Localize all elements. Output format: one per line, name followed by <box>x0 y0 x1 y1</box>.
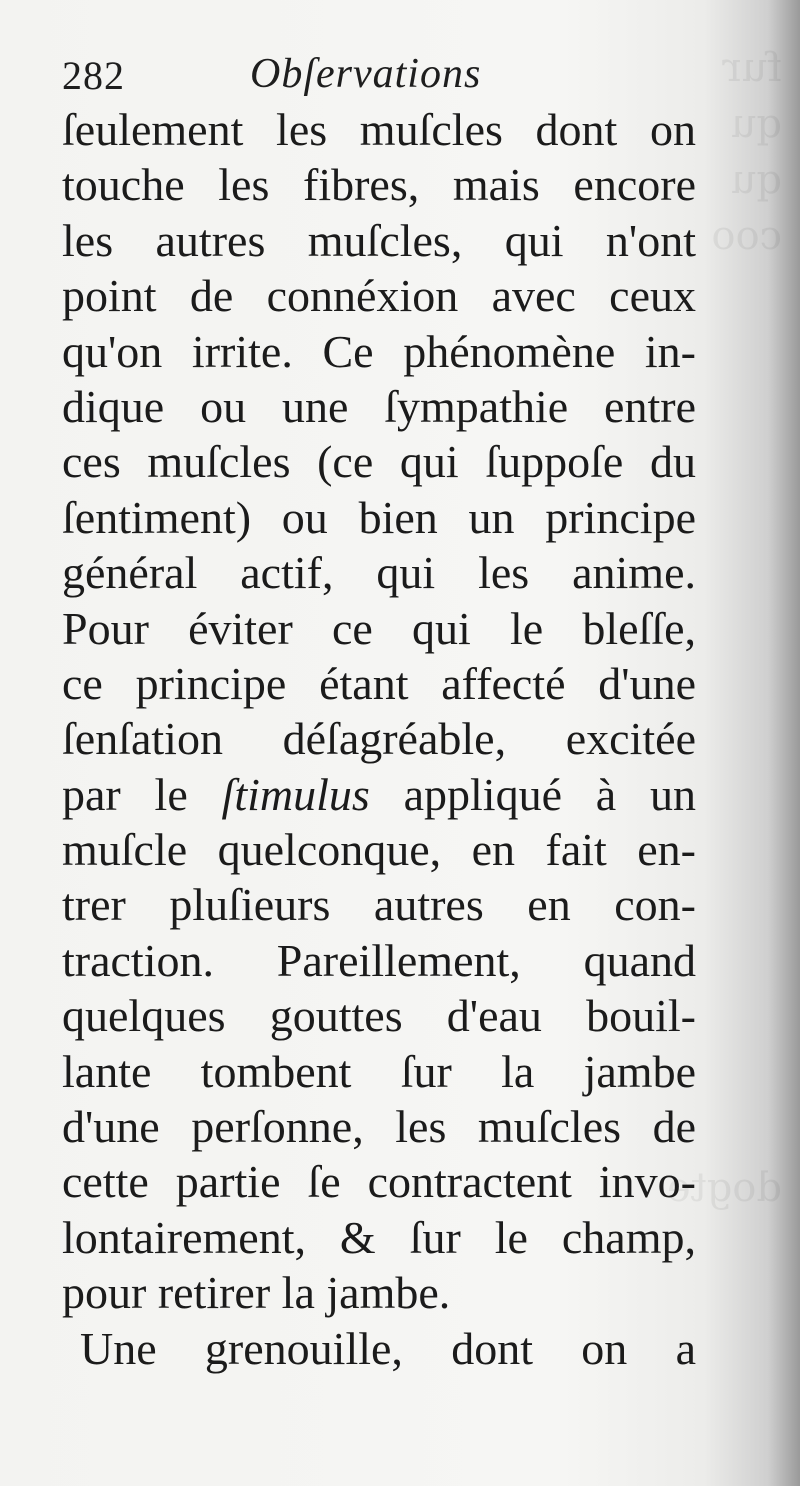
text-line: qu'on irrite. Ce phénomène in- <box>62 325 696 377</box>
text-line: ce principe étant affecté d'une <box>62 657 696 709</box>
text-line: touche les fibres, mais encore <box>62 159 696 211</box>
running-title: Obſervations <box>250 51 482 97</box>
page-header <box>62 52 702 102</box>
text-line: ſentiment) ou bien un principe <box>62 491 696 543</box>
italic-term: ſtimulus <box>221 768 370 820</box>
text-line: dique ou une ſympathie entre <box>62 380 696 432</box>
text-line: muſcle quelconque, en fait en- <box>62 824 696 876</box>
body-text <box>62 102 696 1376</box>
text-line: général actif, qui les anime. <box>62 547 696 599</box>
text-line: point de connéxion avec ceux <box>62 270 696 322</box>
text-line: ſenſation déſagréable, excitée <box>62 713 696 765</box>
text-line: Pour éviter ce qui le bleſſe, <box>62 602 696 654</box>
text-line: Une grenouille, dont on a <box>80 1322 696 1374</box>
text-line: quelques gouttes d'eau bouil- <box>62 990 696 1042</box>
text-line: ces muſcles (ce qui ſuppoſe du <box>62 436 696 488</box>
text-line: pour retirer la jambe. <box>62 1267 451 1319</box>
page-number: 282 <box>62 53 125 98</box>
text-line: les autres muſcles, qui n'ont <box>62 214 696 266</box>
text-line-with-italic <box>62 767 696 822</box>
text-line: lontairement, & ſur le champ, <box>62 1211 696 1263</box>
text-line: trer pluſieurs autres en con- <box>62 879 696 931</box>
text-line: lante tombent ſur la jambe <box>62 1045 696 1097</box>
text-line: d'une perſonne, les muſcles de <box>62 1101 696 1153</box>
text-line: ſeulement les muſcles dont on <box>62 104 696 155</box>
text-segment: par le <box>62 768 222 820</box>
text-segment: appliqué à un <box>369 768 697 820</box>
text-line: traction. Pareillement, quand <box>62 934 696 986</box>
text-line: cette partie ſe contractent invo- <box>62 1156 696 1208</box>
show-through-text: fur qu qu coo dogte <box>666 45 782 1211</box>
